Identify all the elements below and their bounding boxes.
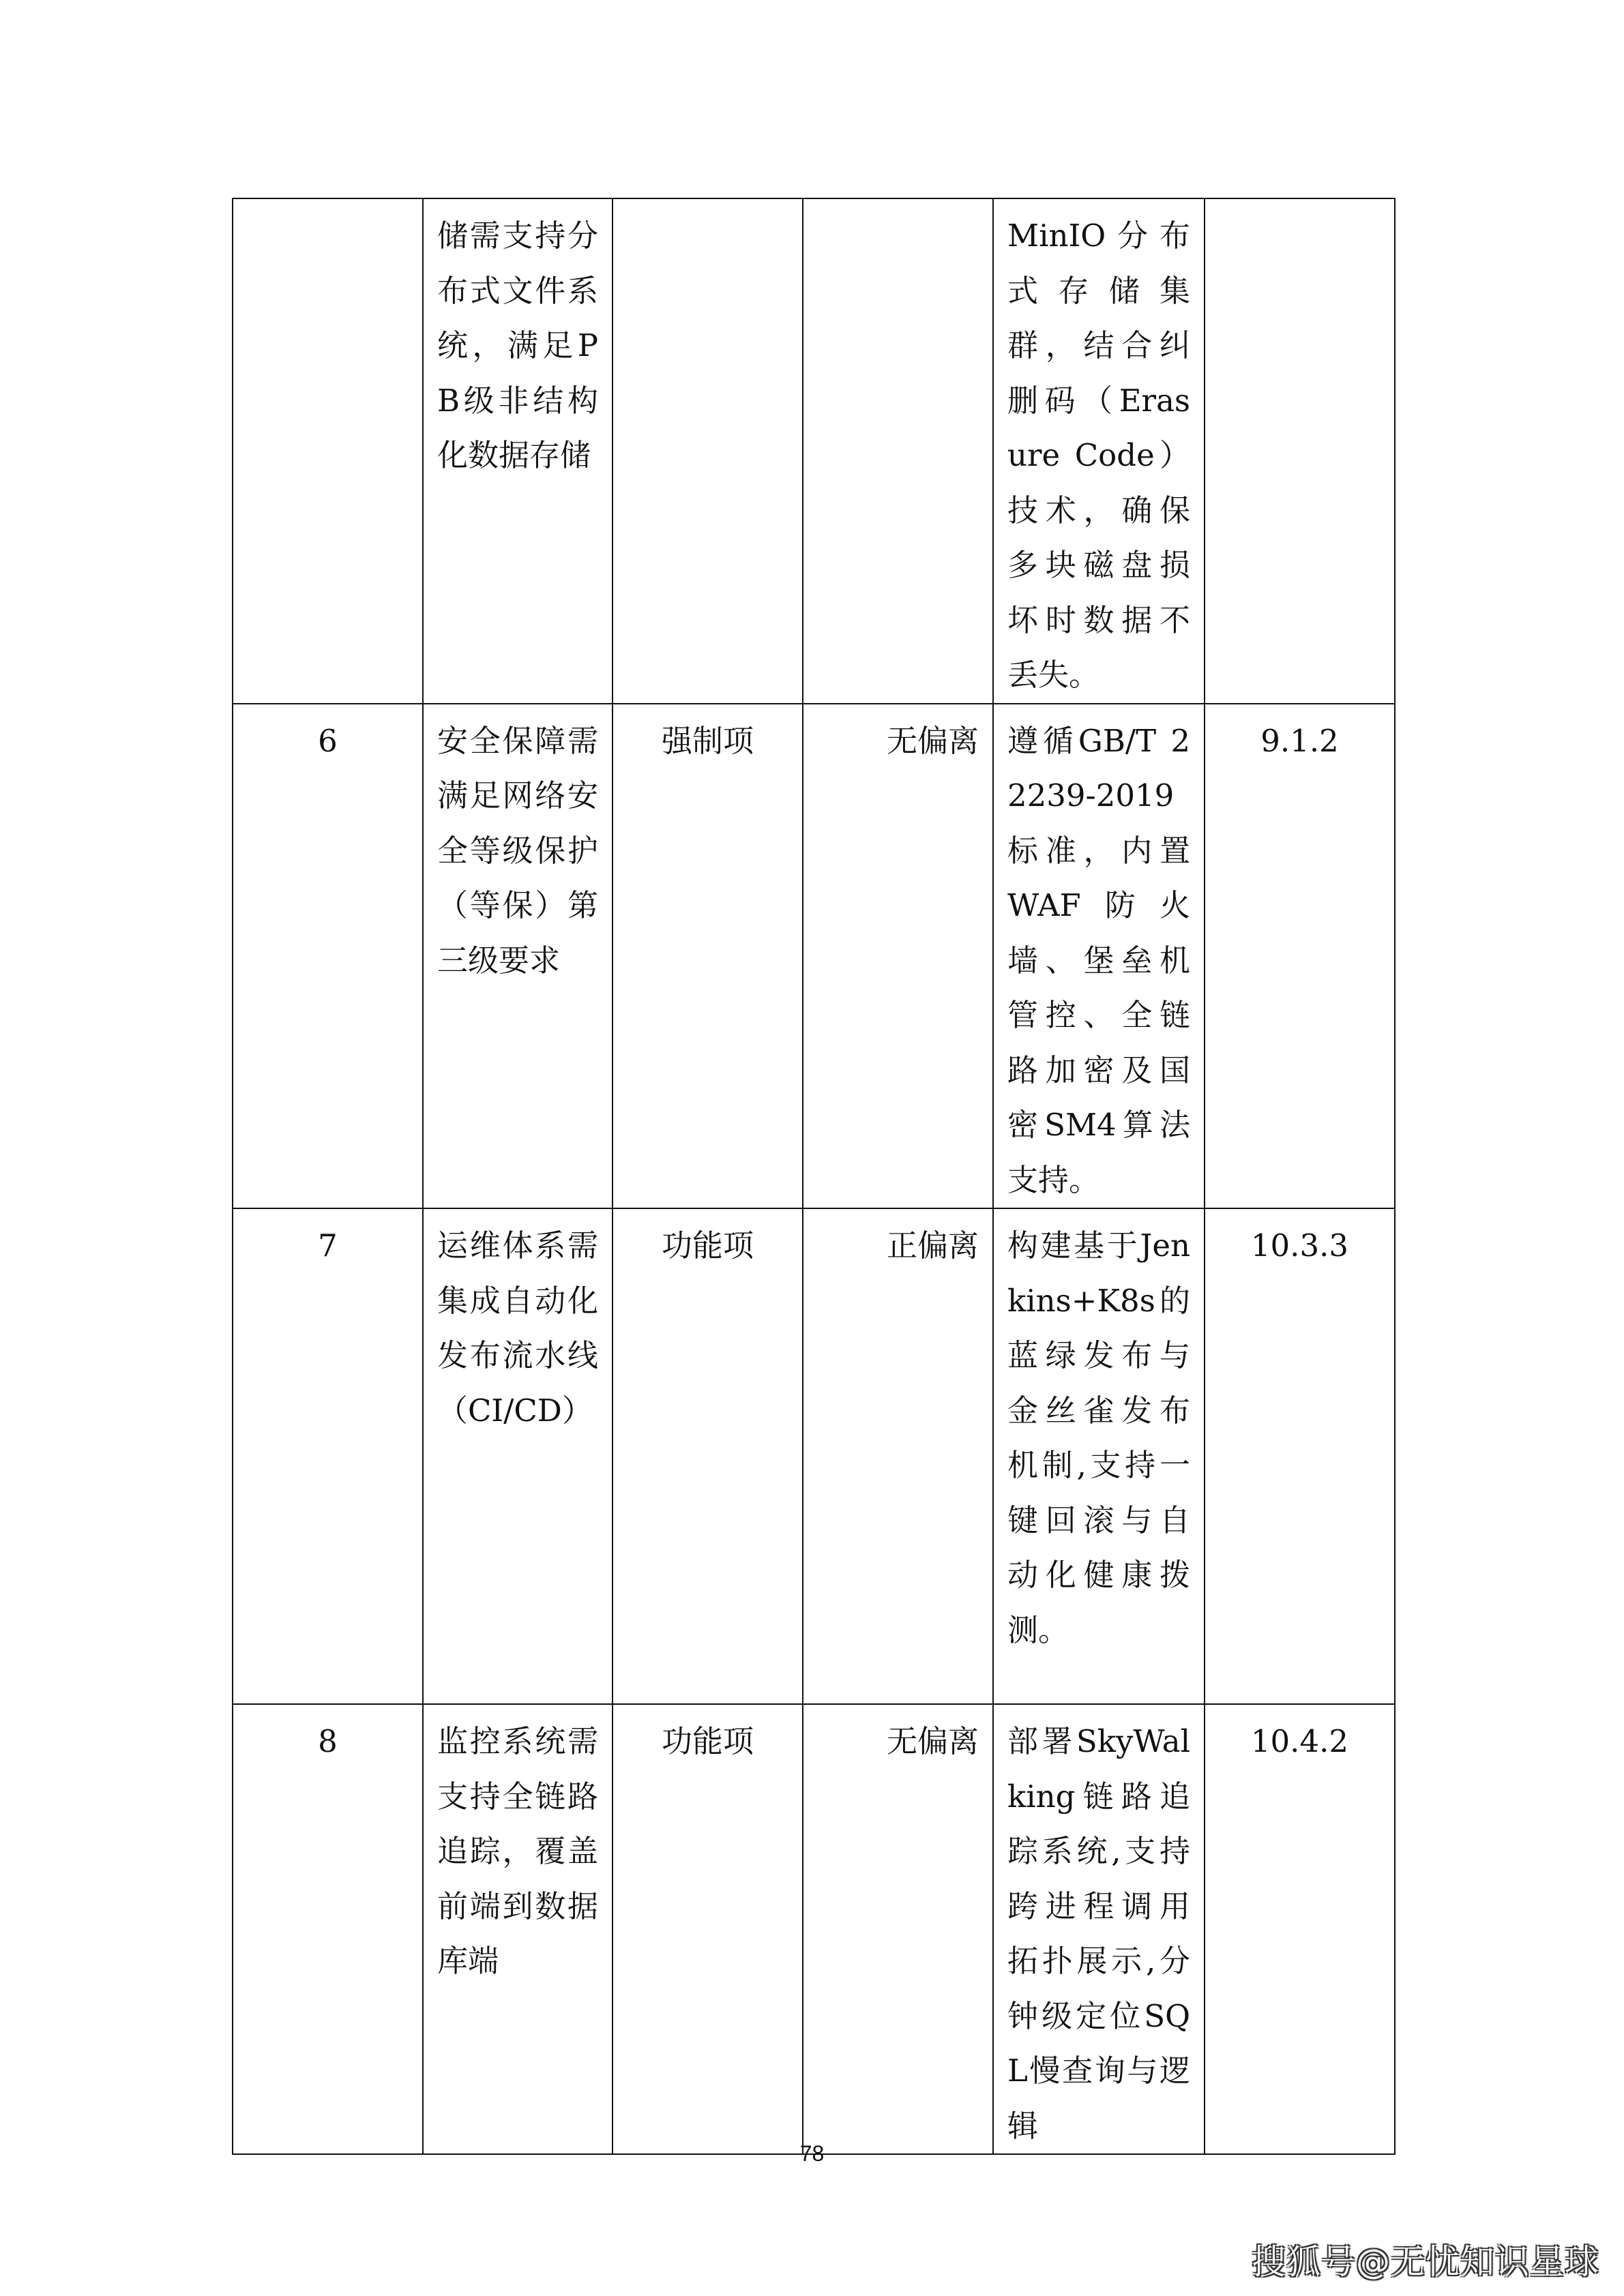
table-row [233, 1704, 1395, 2154]
chapter-ref: 10.4.2 [1205, 1704, 1395, 2154]
item-number: 6 [233, 704, 423, 1209]
item-type: 强制项 [612, 704, 803, 1209]
chapter-ref: 9.1.2 [1205, 704, 1395, 1209]
table-row [233, 198, 1395, 704]
item-number: 8 [233, 1704, 423, 2154]
requirement-cell: 安全保障需满足网络安全等级保护（等保）第三级要求 [423, 704, 612, 1209]
response-cell: 构建基于Jenkins+K8s的蓝绿发布与金丝雀发布机制,支持一键回滚与自动化健康拨测。 [993, 1208, 1205, 1704]
response-cell: 部署SkyWalking链路追踪系统,支持跨进程调用拓扑展示,分钟级定位SQL慢查询与逻辑 [993, 1704, 1205, 2154]
requirement-cell: 储需支持分布式文件系统，满足PB级非结构化数据存储 [423, 198, 612, 704]
deviation: 正偏离 [803, 1208, 993, 1704]
requirement-cell: 运维体系需集成自动化发布流水线（CI/CD） [423, 1208, 612, 1704]
item-type [612, 198, 803, 704]
deviation: 无偏离 [803, 1704, 993, 2154]
requirement-cell: 监控系统需支持全链路追踪，覆盖前端到数据库端 [423, 1704, 612, 2154]
compliance-table [232, 198, 1396, 2155]
response-cell: MinIO分布式存储集群，结合纠删码（Erasure Code）技术，确保多块磁盘损坏时数据不丢失。 [993, 198, 1205, 704]
item-number [233, 198, 423, 704]
chapter-ref [1205, 198, 1395, 704]
chapter-ref: 10.3.3 [1205, 1208, 1395, 1704]
response-cell: 遵循GB/T 22239-2019标准，内置WAF防火墙、堡垒机管控、全链路加密及国密SM4算法支持。 [993, 704, 1205, 1209]
table-row [233, 1208, 1395, 1704]
deviation [803, 198, 993, 704]
deviation: 无偏离 [803, 704, 993, 1209]
item-type: 功能项 [612, 1208, 803, 1704]
watermark-text: 搜狐号@无忧知识星球 [1252, 2242, 1599, 2282]
item-number: 7 [233, 1208, 423, 1704]
page-number: 78 [799, 2141, 825, 2166]
item-type: 功能项 [612, 1704, 803, 2154]
table-row [233, 704, 1395, 1209]
